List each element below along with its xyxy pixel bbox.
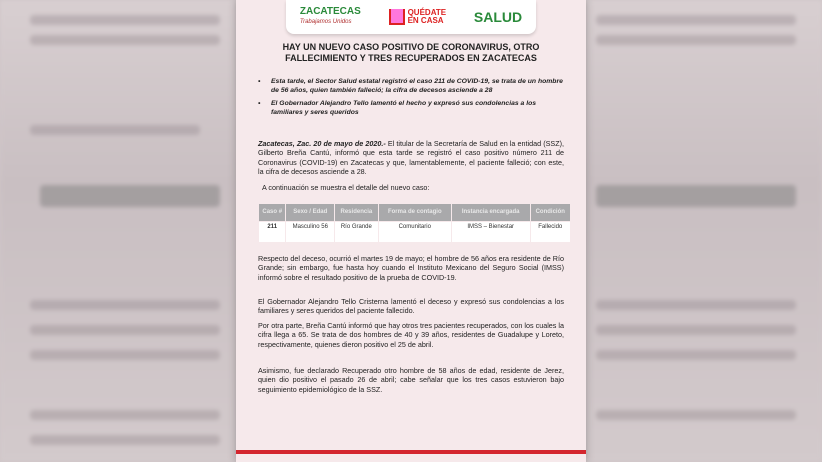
bullet: • Esta tarde, el Sector Salud estatal registró el caso 211 de COVID-19, se trata de un hombre de 56 años, quien también falleció; la cifra de decesos asciende a 28: [258, 77, 568, 95]
col-header: Residencia: [335, 204, 378, 221]
col-header: Sexo / Edad: [286, 204, 334, 221]
col-header: Condición: [531, 204, 571, 221]
col-header: Instancia encargada: [452, 204, 530, 221]
cell: Comunitario: [379, 222, 451, 242]
blurred-background-left: [0, 0, 236, 462]
paragraph-2: A continuación se muestra el detalle del nuevo caso:: [262, 183, 430, 192]
case-table: [258, 203, 571, 243]
paragraph-3: Respecto del deceso, ocurrió el martes 19 de mayo; el hombre de 56 años era residente de Río Grande; sin embargo, fue hasta hoy cuando el Instituto Mexicano del Seguro Social (IMSS) informó sobre el resultado positivo de la prueba de COVID-19.: [258, 254, 564, 282]
col-header: Forma de contagio: [379, 204, 451, 221]
summary-bullets: [258, 77, 568, 121]
footer-bar: [236, 450, 586, 454]
paragraph-5: Por otra parte, Breña Cantú informó que hay otros tres pacientes recuperados, con los cuales la cifra llega a 65. Se trata de dos hombres de 40 y 39 años, residentes de Guadalupe y Loreto, respectivamente, quienes dieron positivo el 25 de abril.: [258, 321, 564, 349]
cell: IMSS – Bienestar: [452, 222, 530, 242]
blurred-background-right: [586, 0, 822, 462]
salud-logo: SALUD: [473, 9, 523, 25]
paragraph-4: El Gobernador Alejandro Tello Cristerna lamentó el deceso y expresó sus condolencias a los familiares y seres queridos del paciente fallecido.: [258, 297, 564, 316]
cell: Fallecido: [531, 222, 571, 242]
cell: Río Grande: [335, 222, 378, 242]
paragraph-6: Asimismo, fue declarado Recuperado otro hombre de 58 años de edad, residente de Jerez, quien dio positivo el pasado 26 de abril; cabe señalar que los tres casos estuvieron bajo seguimiento epidemiológico de la SSZ.: [258, 366, 564, 394]
zacatecas-logo: ZACATECAS Trabajamos Unidos: [299, 6, 361, 25]
logo-header: [286, 0, 536, 34]
table-header-row: [259, 204, 570, 221]
headline: HAY UN NUEVO CASO POSITIVO DE CORONAVIRUS, OTRO FALLECIMIENTO Y TRES RECUPERADOS EN ZACATECAS: [282, 42, 540, 63]
press-release: [236, 0, 586, 462]
quedate-en-casa-logo: QUÉDATE EN CASA: [389, 9, 447, 25]
table-row: [259, 222, 570, 242]
dateline: Zacatecas, Zac. 20 de mayo de 2020.-: [258, 139, 386, 148]
col-header: Caso #: [259, 204, 285, 221]
paragraph-1: [258, 139, 564, 177]
cell: 211: [259, 222, 285, 242]
bullet: • El Gobernador Alejandro Tello lamentó el hecho y expresó sus condolencias a los familiares y seres queridos: [258, 99, 568, 117]
paragraph-text: El titular de la Secretaría de Salud en la entidad (SSZ), Gilberto Breña Cantú, informó que esta tarde se registró el caso positivo número 211 de Coronavirus (COVID-19) en Zacatecas y que, lamentablemente, el paciente falleció; con este, la cifra de decesos asciende a 28.: [258, 139, 564, 177]
cell: Masculino 56: [286, 222, 334, 242]
house-icon: [389, 9, 405, 25]
